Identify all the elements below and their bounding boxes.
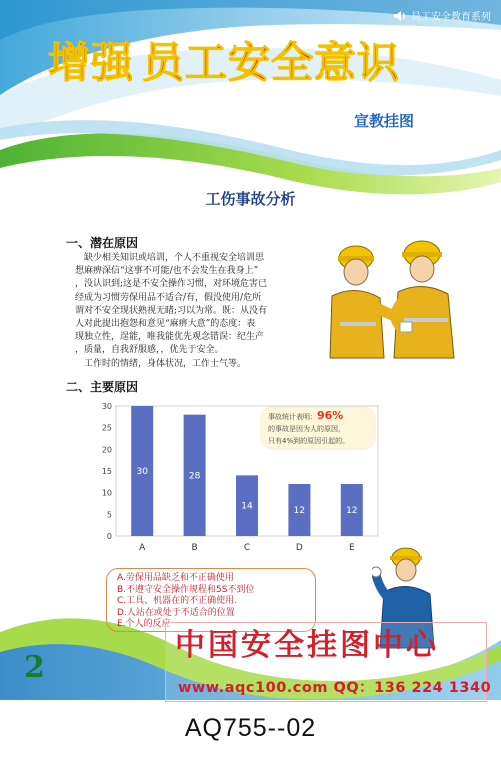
poster-subtitle: 宣教挂图 (354, 112, 415, 130)
body-line: 工作时的情绪，身体状况，工作士气等。 (75, 358, 247, 369)
x-tick-label: C (243, 543, 251, 553)
cause-item: E.个人的反应 (117, 619, 171, 629)
y-tick-label: 20 (101, 445, 112, 455)
part1-heading: 一、潜在原因 (66, 236, 139, 250)
bar-value-label: 12 (346, 506, 358, 516)
stat-note-bubble (262, 408, 374, 448)
product-code: AQ755--02 (184, 714, 317, 742)
title-part2: 员工安全意识 (142, 38, 401, 87)
body-line: 缺少相关知识或培训，个人不重视安全培训思 (75, 253, 265, 263)
section-title: 工伤事故分析 (205, 190, 296, 208)
watermark-title: 中国安全挂图中心 (175, 628, 439, 663)
y-tick-label: 5 (106, 510, 112, 520)
stat-note-line3: 只有4%到的原因引起的。 (268, 437, 350, 445)
body-line: 经成为习惯劳保用品不适合/有，假没使用/危所 (75, 292, 262, 303)
x-tick-label: E (348, 543, 355, 553)
series-label (393, 8, 491, 23)
y-tick-label: 30 (101, 402, 112, 411)
cause-item: D.人站在或处于不适合的位置 (117, 607, 235, 618)
x-tick-label: B (191, 543, 198, 553)
part1-body (75, 252, 305, 371)
x-axis (139, 543, 355, 553)
y-tick-label: 15 (101, 467, 112, 476)
poster-title (48, 30, 400, 90)
part2-heading: 二、主要原因 (66, 380, 139, 394)
workers-illustration (318, 236, 468, 366)
cause-item: A.劳保用品缺乏和不正确使用 (117, 573, 234, 583)
title-part1: 增强 (48, 38, 135, 87)
y-tick-label: 0 (106, 532, 112, 541)
body-line: 人对此提出抱怨和意见“麻痹大意”的态度：表 (75, 319, 256, 330)
body-line: 谓对不安全现状熟视无睹;习以为常。既：从没有 (75, 305, 268, 316)
body-line: ，没认识到;这是不安全操作习惯，对环境危害已 (75, 279, 268, 290)
cause-item: B.不遵守安全操作规程和5S不到位 (117, 584, 255, 595)
x-tick-label: D (295, 543, 303, 553)
stat-note-percent: 96% (317, 409, 344, 422)
speaker-icon (393, 10, 407, 22)
x-tick-label: A (139, 543, 146, 553)
bar-value-label: 28 (188, 471, 201, 482)
cause-item: C.工具、机器在的不正确使用. (117, 596, 238, 606)
bar-value-label: 30 (136, 467, 148, 477)
y-tick-label: 10 (101, 488, 112, 498)
series-text: 员工安全教育系列 (411, 12, 491, 23)
body-line: ，质量，自我舒服感，，优先于安全。 (75, 345, 224, 356)
body-line: 想麻痹深信“这事不可能/也不会发生在我身上” (75, 266, 259, 277)
bar-value-label: 14 (241, 501, 253, 512)
y-axis (102, 402, 112, 541)
body-line: 现独立性，逞能，唯我能优先观念错误：纪生产 (75, 332, 265, 343)
watermark-contact: www.aqc100.com QQ：136 224 1340 (178, 680, 492, 696)
stat-note-line1: 事故统计表明： (268, 413, 317, 421)
page-number: 2 (24, 650, 45, 685)
bar-value-label: 12 (293, 506, 306, 516)
y-tick-label: 25 (101, 423, 112, 433)
stat-note-line2: 的事故是因为人的原因， (268, 425, 345, 433)
